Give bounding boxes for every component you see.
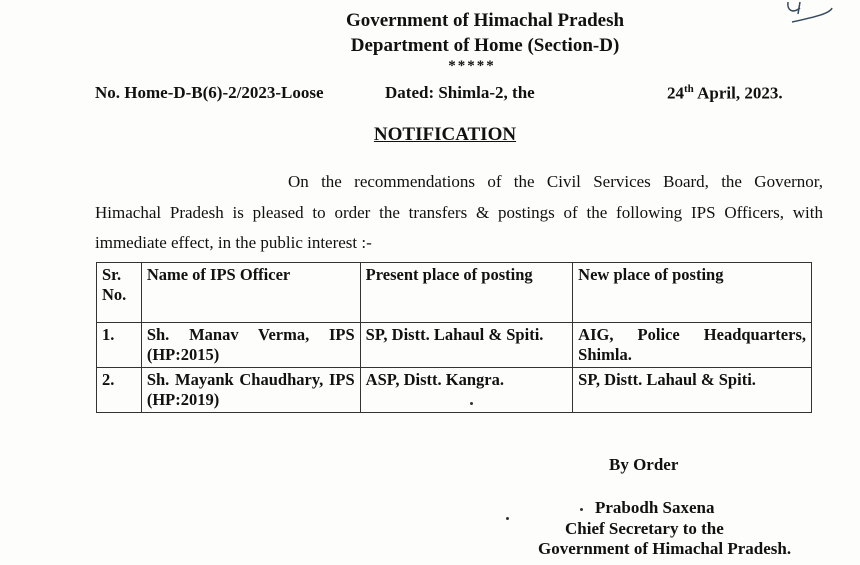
body-line-2: Himachal Pradesh is pleased to order the transfers & postings of the following IPS Officers, with [95, 203, 823, 222]
date-day: 24 [667, 83, 684, 103]
table-row [97, 323, 812, 368]
document-title: NOTIFICATION [373, 124, 517, 145]
body-line-1: On the recommendations of the Civil Services Board, the Governor, [288, 172, 823, 191]
government-heading: Government of Himachal Pradesh [345, 10, 625, 31]
date-month-year: April, 2023. [693, 83, 783, 103]
table-header-row [97, 263, 812, 323]
cell-new-posting: SP, Distt. Lahaul & Spiti. [573, 368, 812, 413]
column-header-officer-name: Name of IPS Officer [141, 263, 360, 323]
ink-speck [506, 517, 509, 520]
cell-present-posting: SP, Distt. Lahaul & Spiti. [360, 323, 573, 368]
column-header-sr-no: Sr. No. [97, 263, 142, 323]
table-row [97, 368, 812, 413]
cell-present-posting: ASP, Distt. Kangra. [360, 368, 573, 413]
cell-new-posting: AIG, Police Headquarters, Shimla. [573, 323, 812, 368]
department-heading: Department of Home (Section-D) [350, 35, 620, 56]
signatory-name: Prabodh Saxena [595, 498, 715, 517]
column-header-new-posting: New place of posting [573, 263, 812, 323]
signatory-organisation: Government of Himachal Pradesh. [538, 539, 792, 558]
cell-sr-no: 1. [97, 323, 142, 368]
ink-speck [470, 402, 473, 405]
signatory-designation: Chief Secretary to the [565, 519, 724, 538]
dated-label: Dated: Shimla-2, the [385, 83, 535, 102]
date-day-suffix: th [684, 83, 694, 95]
header-stars: ***** [448, 58, 496, 74]
reference-number: No. Home-D-B(6)-2/2023-Loose [95, 83, 324, 102]
notification-date [667, 83, 783, 104]
ink-speck [580, 508, 583, 511]
body-line-3: immediate effect, in the public interest :- [95, 233, 372, 252]
column-header-present-posting: Present place of posting [360, 263, 573, 323]
transfers-table [96, 262, 812, 413]
cell-sr-no: 2. [97, 368, 142, 413]
by-order-label: By Order [609, 455, 679, 474]
cell-officer-name: Sh. Mayank Chaudhary, IPS (HP:2019) [141, 368, 360, 413]
cell-officer-name: Sh. Manav Verma, IPS (HP:2015) [141, 323, 360, 368]
